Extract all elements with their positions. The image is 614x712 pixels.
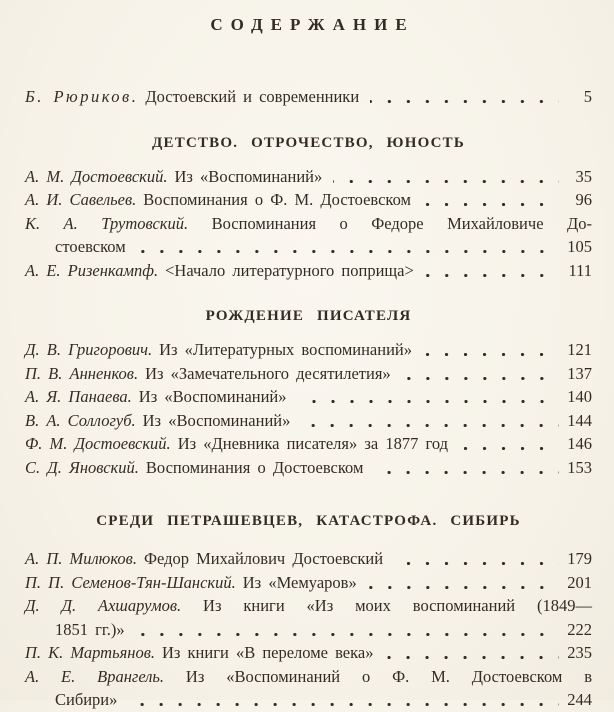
toc-entry (25, 385, 592, 409)
toc-entry-line1 (25, 594, 592, 618)
toc-entry-author: А. Я. Панаева. (25, 387, 132, 406)
toc-entry-continuation: Сибири» (55, 690, 118, 709)
section-heading: ДЕТСТВО. ОТРОЧЕСТВО, ЮНОСТЬ (152, 134, 465, 151)
section-heading: СРЕДИ ПЕТРАШЕВЦЕВ, КАТАСТРОФА. СИБИРЬ (96, 513, 521, 529)
toc-entry (25, 409, 592, 433)
toc-entry-title: Из книги «В переломе века» (161, 643, 374, 662)
toc-entry (25, 165, 592, 189)
toc-section-birth-of-writer (25, 304, 592, 479)
toc-entry (25, 259, 592, 283)
dot-leader (384, 656, 559, 659)
toc-entry-author: Д. Д. Ахшарумов. (25, 596, 182, 615)
dot-leader (370, 100, 559, 103)
toc-entry-author: А. И. Савельев. (25, 190, 137, 209)
dot-leader (301, 424, 559, 427)
toc-entry-page: 144 (567, 410, 592, 430)
toc-entry-author: П. П. Семенов-Тян-Шанский. (25, 572, 236, 592)
dot-leader (368, 586, 559, 589)
toc-entry (25, 85, 592, 109)
toc-entry-page: 140 (567, 387, 592, 406)
toc-entry-title: Воспоминания о Федоре Михайловиче До- (211, 213, 592, 233)
toc-entry-title: Воспоминания о Достоевском (145, 457, 364, 477)
dot-leader (136, 633, 559, 636)
toc-entry-author: С. Д. Яновский. (25, 457, 139, 477)
toc-entry-page: 146 (567, 434, 592, 453)
toc-entry-page: 222 (567, 619, 592, 639)
toc-entry-line1 (25, 212, 592, 236)
dot-leader (423, 353, 559, 356)
toc-entry-page: 111 (568, 260, 592, 280)
toc-entry-continuation: стоевском (55, 237, 126, 256)
toc-entry (25, 594, 592, 641)
toc-entry-page: 201 (567, 572, 592, 592)
toc-entry-title: Из «Дневника писателя» за 1877 год (177, 434, 449, 453)
toc-entry-author: П. К. Мартьянов. (25, 643, 155, 662)
toc-entry-title: Достоевский и современники (145, 87, 360, 106)
toc-entry-continuation: 1851 гг.)» (55, 619, 125, 639)
toc-entry-line2 (25, 235, 592, 259)
dot-leader (298, 400, 559, 403)
toc-entry-author: А. П. Милюков. (25, 549, 137, 568)
dot-leader (459, 447, 559, 450)
toc-entry-title: Федор Михайлович Достоевский (143, 549, 384, 568)
toc-entry-author: А. М. Достоевский. (25, 166, 168, 186)
toc-entry (25, 362, 592, 386)
toc-entry (25, 432, 592, 456)
toc-entry (25, 188, 592, 212)
toc-entry (25, 665, 592, 712)
toc-entry-title: Из «Воспоминаний» (138, 387, 287, 406)
toc-entry-title: Из «Литературных воспоминаний» (159, 340, 412, 359)
toc-entry-author: В. А. Соллогуб. (25, 410, 136, 430)
toc-entry-page: 5 (583, 87, 592, 106)
dot-leader (333, 180, 559, 183)
toc-entry-title: Из «Воспоминаний» (174, 166, 323, 186)
toc-section-childhood (25, 131, 592, 283)
toc-entry-page: 137 (567, 363, 592, 383)
dot-leader (137, 250, 559, 253)
toc-entry-line2 (25, 618, 592, 642)
dot-leader (425, 274, 559, 277)
toc-entry (25, 456, 592, 480)
toc-entry-title: <Начало литературного поприща> (165, 260, 414, 280)
toc-entry-page: 235 (567, 643, 592, 662)
toc-entry (25, 641, 592, 665)
toc-entry-page: 96 (575, 190, 592, 209)
toc-entry (25, 212, 592, 259)
dot-leader (374, 471, 559, 474)
dot-leader (394, 562, 559, 565)
toc-entry (25, 338, 592, 362)
toc-entry-author: П. В. Анненков. (25, 363, 139, 383)
toc-entry-title: Из «Замечательного десятилетия» (145, 363, 391, 383)
toc-entry-author: К. А. Трутовский. (25, 213, 189, 233)
toc-entry (25, 547, 592, 571)
toc-entry-author: Ф. М. Достоевский. (25, 434, 171, 453)
toc-section-intro (25, 85, 592, 109)
toc-entry-page: 121 (567, 340, 592, 359)
section-heading: РОЖДЕНИЕ ПИСАТЕЛЯ (205, 308, 412, 324)
toc-entry-page: 35 (575, 166, 592, 186)
toc-entry-page: 153 (567, 457, 592, 477)
toc-entry (25, 571, 592, 595)
toc-section-petrashevtsy (25, 509, 592, 712)
toc-entry-title: Из «Воспоминаний» (142, 410, 291, 430)
toc-entry-author: Б. Рюриков. (25, 87, 139, 106)
toc-entry-page: 179 (567, 549, 592, 568)
toc-entry-author: Д. В. Григорович. (25, 340, 153, 359)
toc-entry-title: Из «Мемуаров» (242, 572, 357, 592)
toc-entry-author: А. Е. Врангель. (25, 666, 165, 686)
toc-entry-title: Из «Воспоминаний о Ф. М. Достоевском в (185, 666, 592, 686)
toc-entry-title: Воспоминания о Ф. М. Достоевском (143, 190, 411, 209)
dot-leader (422, 203, 559, 206)
toc-entry-author: А. Е. Ризенкампф. (25, 260, 159, 280)
dot-leader (402, 377, 559, 380)
toc-entry-line1 (25, 665, 592, 689)
toc-entry-page: 105 (567, 237, 592, 256)
toc-entry-title: Из книги «Из моих воспоминаний (1849— (203, 596, 592, 615)
toc-entry-page: 244 (567, 690, 592, 709)
page-title: СОДЕРЖАНИЕ (210, 15, 415, 34)
dot-leader (128, 703, 559, 706)
